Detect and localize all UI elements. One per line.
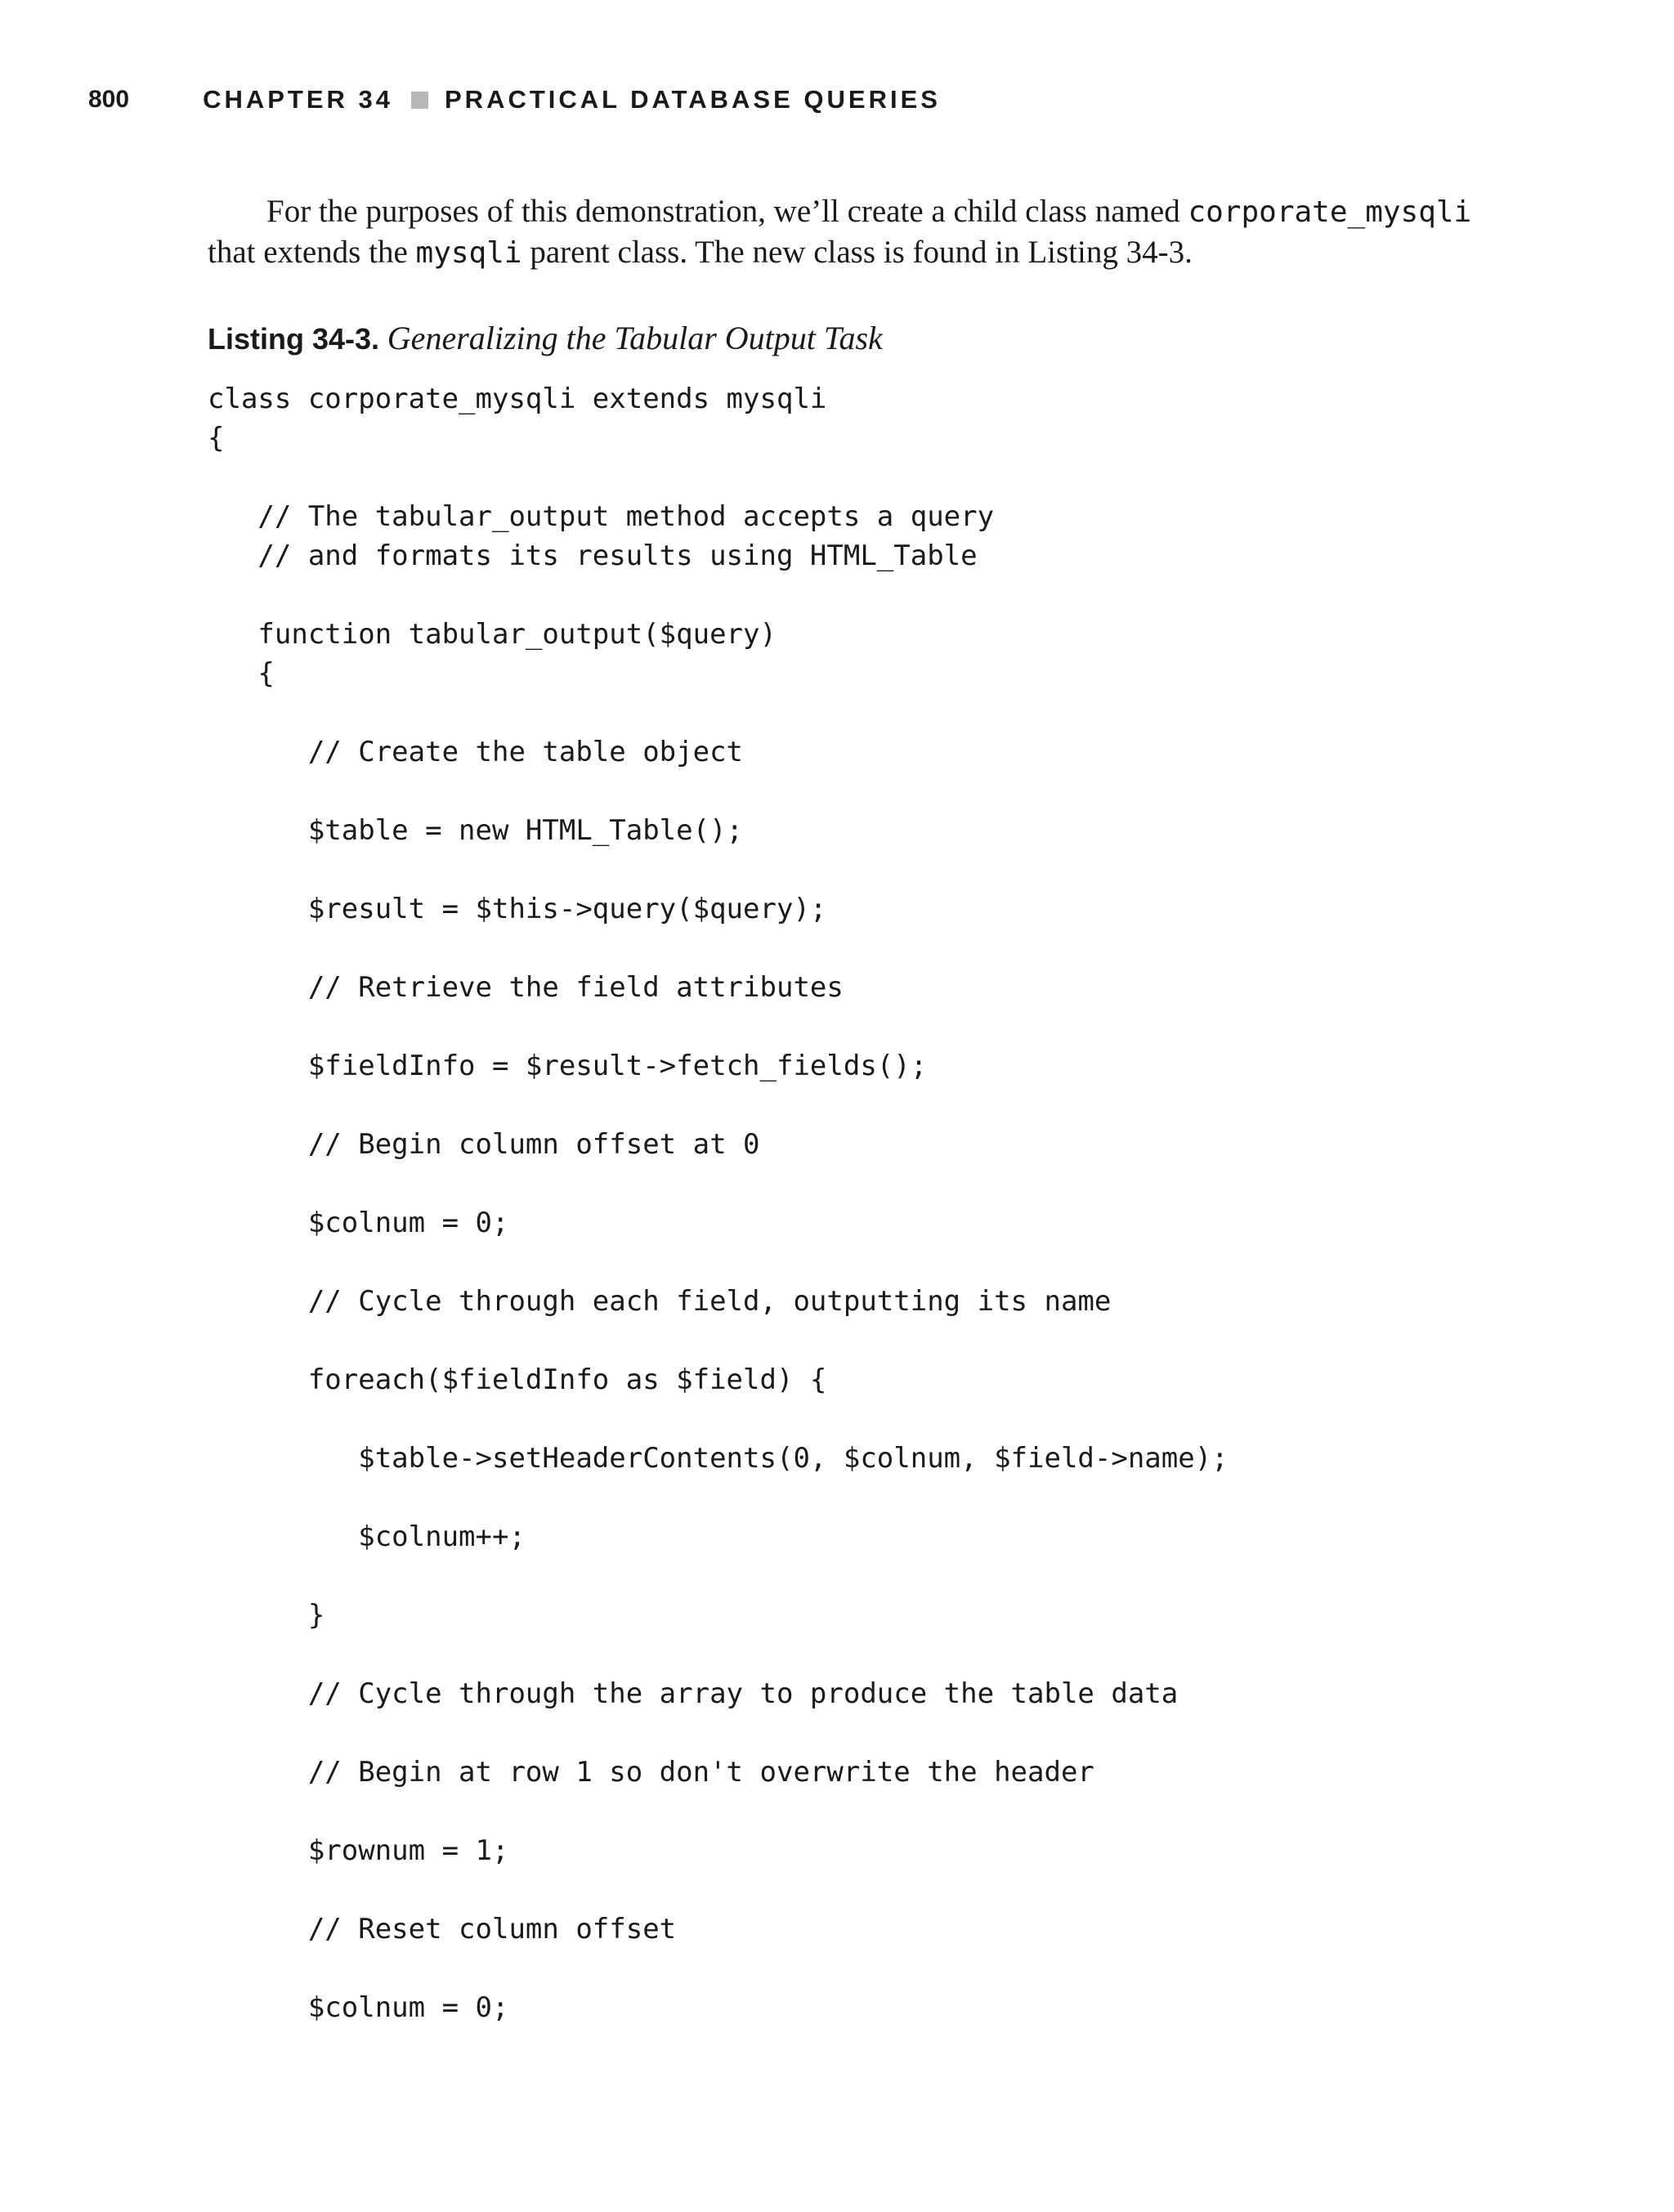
square-bullet-icon (411, 92, 428, 109)
code-line: $table = new HTML_Table(); (208, 814, 744, 847)
code-line: { (208, 657, 275, 690)
code-line: $rownum = 1; (208, 1834, 509, 1867)
code-line: // The tabular_output method accepts a query (208, 500, 995, 533)
running-head (88, 82, 941, 118)
code-line: // Cycle through the array to produce the table data (208, 1677, 1179, 1710)
code-line: $colnum = 0; (208, 1991, 509, 2024)
listing-title: Generalizing the Tabular Output Task (387, 320, 883, 356)
intro-text-2: that extends the (208, 235, 416, 270)
intro-code-parent-class: mysqli (415, 236, 522, 270)
intro-text-1: For the purposes of this demonstration, we’ll create a child class named (266, 194, 1188, 229)
code-line: $colnum++; (208, 1520, 526, 1553)
code-line: // Retrieve the field attributes (208, 971, 844, 1004)
listing-caption (208, 319, 883, 359)
code-line: // Create the table object (208, 736, 744, 768)
code-line: function tabular_output($query) (208, 618, 777, 651)
page-number: 800 (88, 86, 130, 113)
intro-code-class-name: corporate_mysqli (1188, 195, 1472, 229)
code-line: foreach($fieldInfo as $field) { (208, 1363, 827, 1396)
chapter-title: PRACTICAL DATABASE QUERIES (445, 85, 941, 114)
intro-text-3: parent class. The new class is found in Listing 34-3. (521, 235, 1193, 270)
code-line: // Cycle through each field, outputting its name (208, 1285, 1112, 1318)
code-line: } (208, 1599, 325, 1632)
code-line: // Begin column offset at 0 (208, 1128, 760, 1161)
code-line: $fieldInfo = $result->fetch_fields(); (208, 1050, 928, 1082)
code-line: $table->setHeaderContents(0, $colnum, $field->name); (208, 1442, 1229, 1475)
chapter-label: CHAPTER 34 (203, 85, 393, 114)
code-line: { (208, 422, 225, 454)
intro-paragraph (208, 191, 1483, 273)
code-line: $result = $this->query($query); (208, 893, 827, 925)
listing-label: Listing 34-3. (208, 322, 380, 356)
code-line: // Begin at row 1 so don't overwrite the header (208, 1756, 1094, 1789)
code-line: // Reset column offset (208, 1913, 677, 1946)
code-line: class corporate_mysqli extends mysqli (208, 383, 827, 415)
code-line: // and formats its results using HTML_Table (208, 540, 978, 572)
code-line: $colnum = 0; (208, 1207, 509, 1239)
